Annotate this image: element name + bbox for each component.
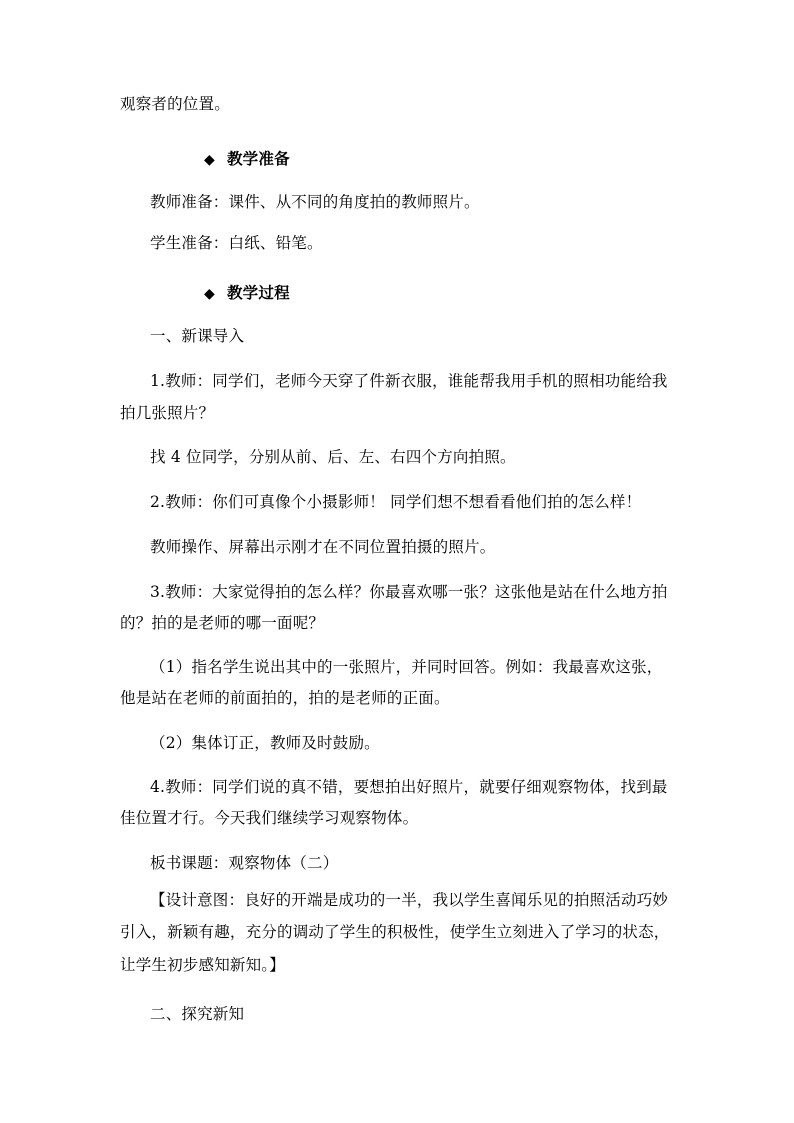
design-intent-line: 引入，新颖有趣，充分的调动了学生的积极性，使学生立刻进入了学习的状态， xyxy=(120,923,670,941)
paragraph-line: （2）集体订正，教师及时鼓励。 xyxy=(150,734,380,752)
board-title: 板书课题：观察物体（二） xyxy=(150,854,339,872)
student-preparation: 学生准备：白纸、铅笔。 xyxy=(150,234,323,252)
paragraph-line: 的？拍的是老师的哪一面呢？ xyxy=(120,614,325,632)
design-intent-line: 【设计意图：良好的开端是成功的一半，我以学生喜闻乐见的拍照活动巧妙 xyxy=(150,891,669,909)
paragraph-line: 1.教师：同学们，老师今天穿了件新衣服，谁能帮我用手机的照相功能给我 xyxy=(150,372,668,390)
heading-text: 教学过程 xyxy=(226,283,290,302)
paragraph-line: 4.教师：同学们说的真不错，要想拍出好照片，就要仔细观察物体，找到最 xyxy=(150,778,668,796)
teacher-preparation: 教师准备：课件、从不同的角度拍的教师照片。 xyxy=(150,193,480,211)
paragraph-line: 教师操作、屏幕出示刚才在不同位置拍摄的照片。 xyxy=(150,538,496,556)
section-heading-preparation xyxy=(204,147,290,169)
paragraph-line: 他是站在老师的前面拍的，拍的是老师的正面。 xyxy=(120,689,450,707)
section-heading-process xyxy=(204,281,290,303)
paragraph-line: 找 4 位同学，分别从前、后、左、右四个方向拍照。 xyxy=(150,448,516,466)
design-intent-line: 让学生初步感知新知。】 xyxy=(120,956,285,974)
page-continuation: 观察者的位置。 xyxy=(120,95,230,113)
paragraph-line: （1）指名学生说出其中的一张照片，并同时回答。例如：我最喜欢这张， xyxy=(150,658,663,676)
diamond-bullet-icon: ◆ xyxy=(204,152,215,168)
subsection-intro: 一、新课导入 xyxy=(150,327,245,345)
paragraph-line: 2.教师：你们可真像个小摄影师！ 同学们想不想看看他们拍的怎么样！ xyxy=(150,493,642,511)
diamond-bullet-icon: ◆ xyxy=(204,286,215,302)
subsection-explore: 二、探究新知 xyxy=(150,1005,245,1023)
paragraph-line: 拍几张照片？ xyxy=(120,404,215,422)
heading-text: 教学准备 xyxy=(226,149,290,168)
paragraph-line: 3.教师：大家觉得拍的怎么样？你最喜欢哪一张？这张他是站在什么地方拍 xyxy=(150,583,668,601)
paragraph-line: 佳位置才行。今天我们继续学习观察物体。 xyxy=(120,809,419,827)
